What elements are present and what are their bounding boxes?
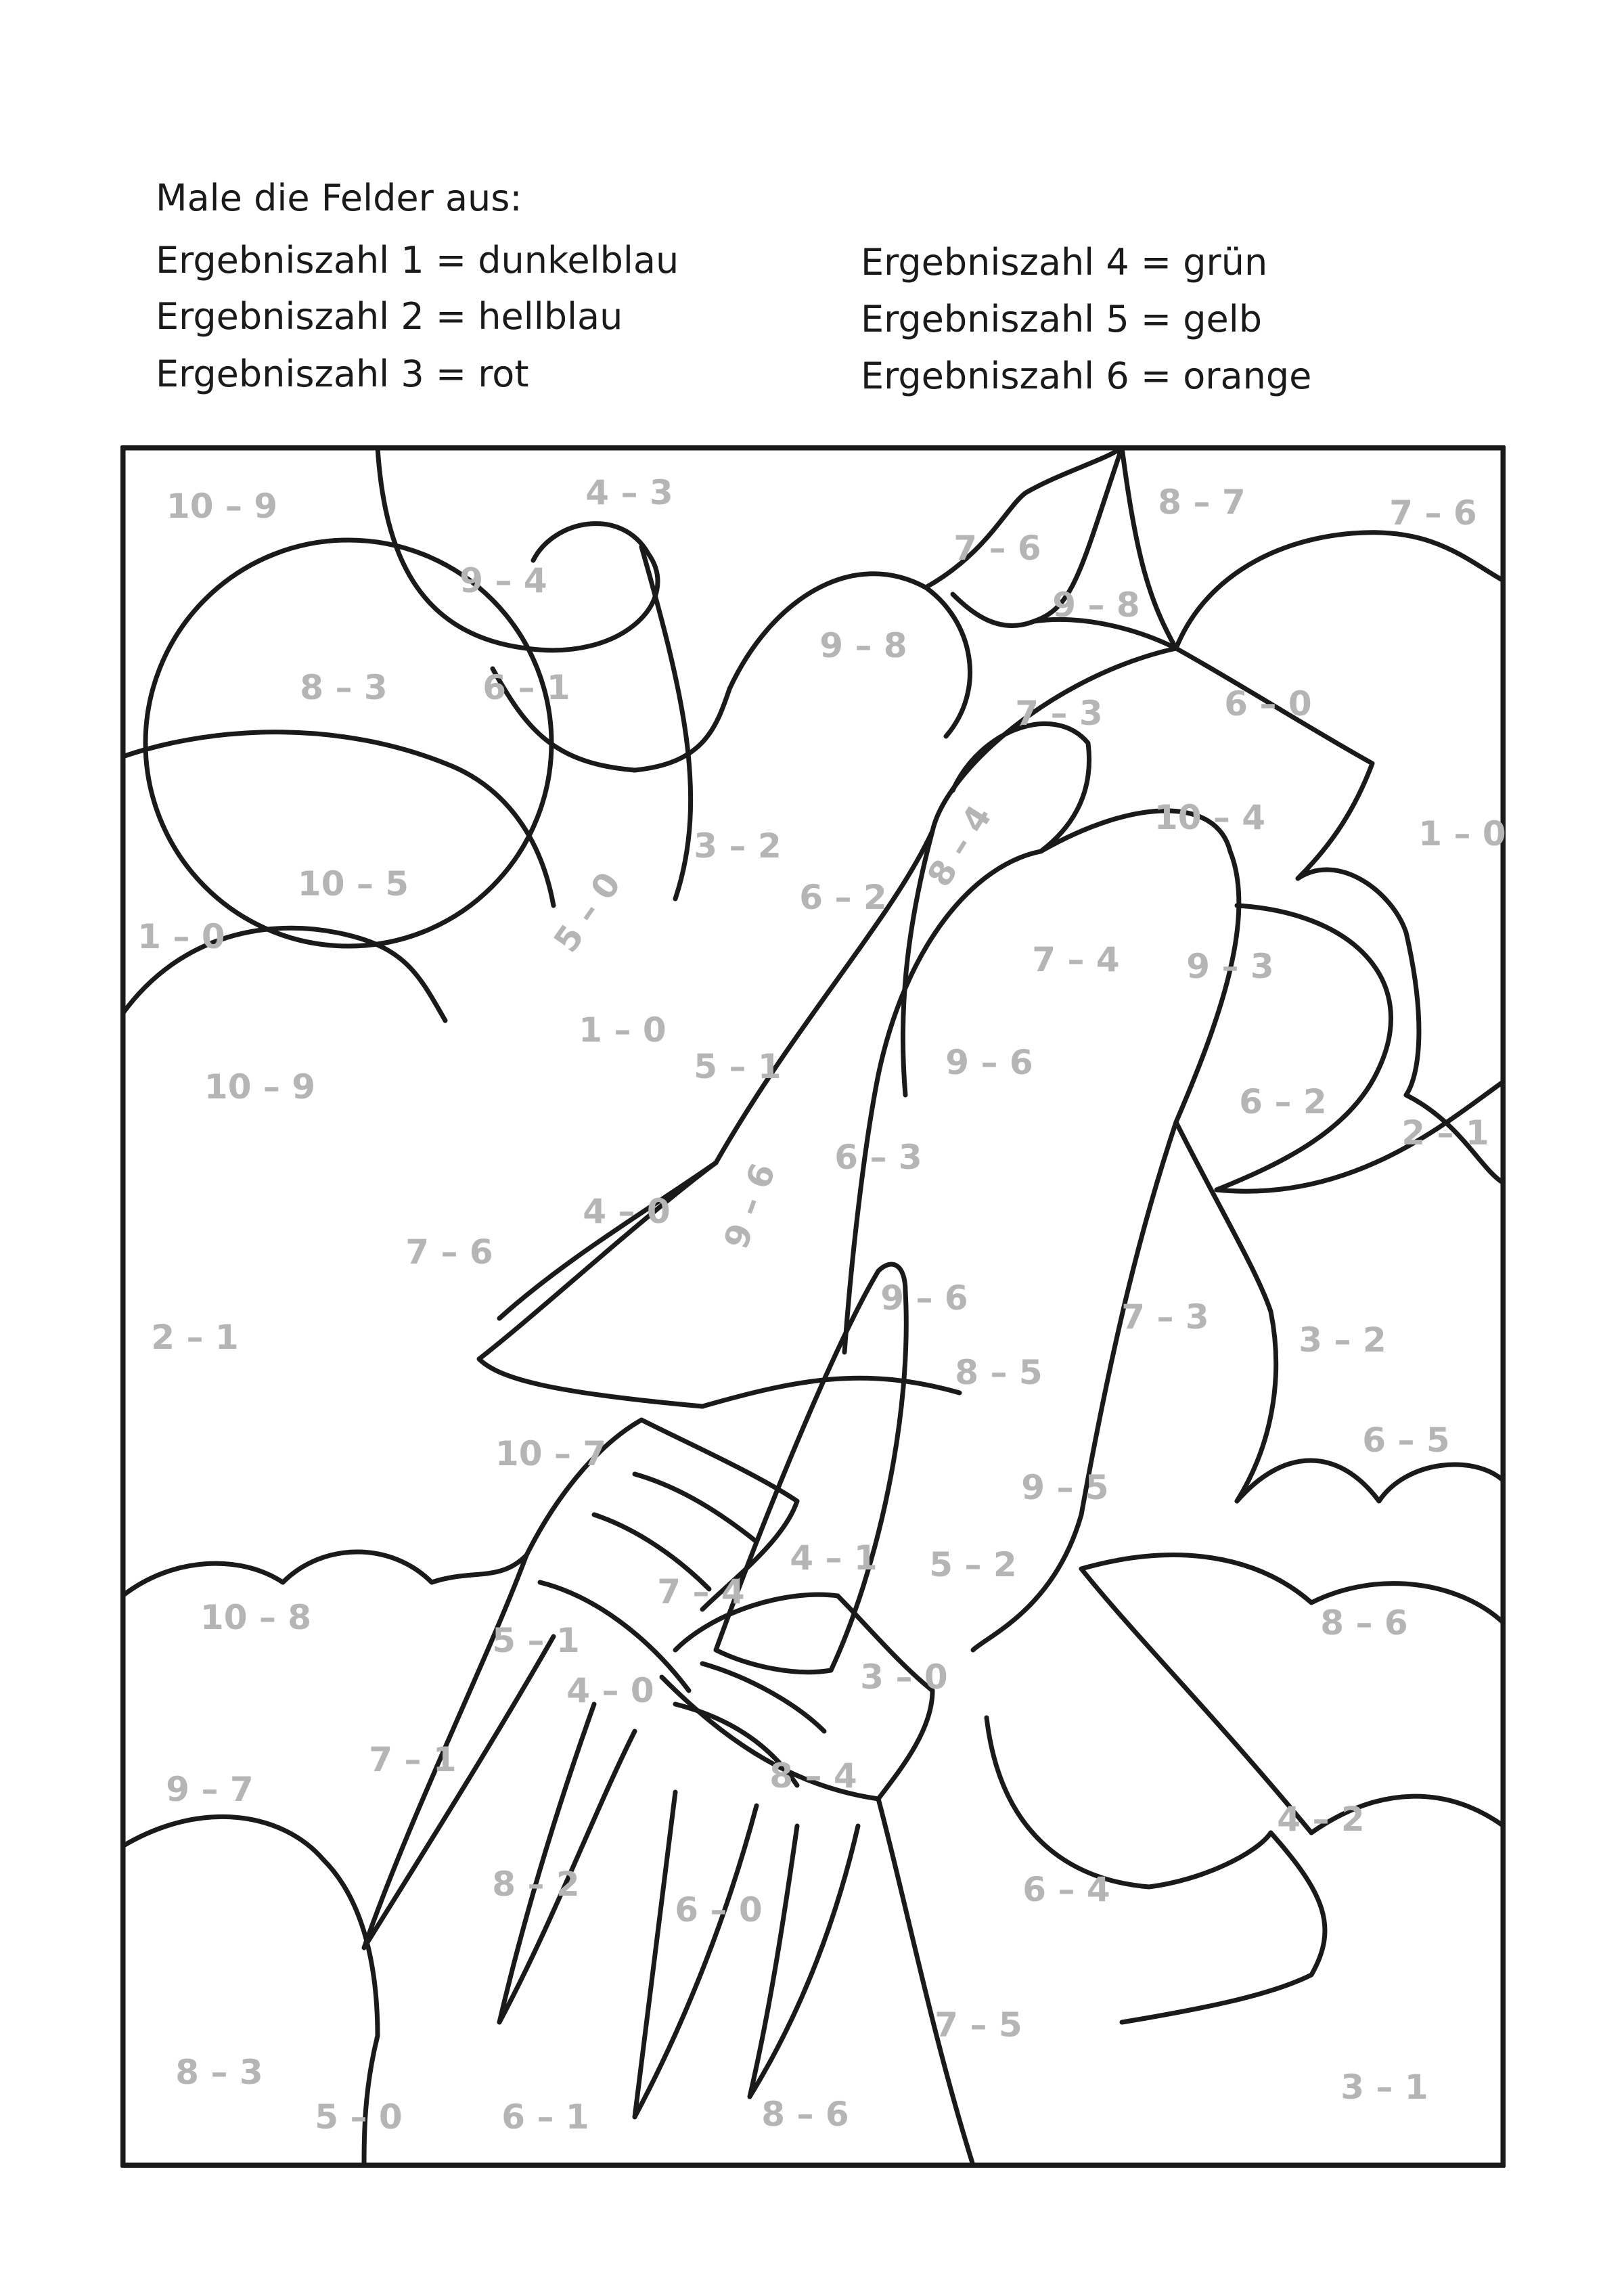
equation-label: 6 – 2 bbox=[799, 878, 887, 917]
equation-label: 10 – 9 bbox=[204, 1067, 316, 1107]
equation-label: 9 – 6 bbox=[880, 1278, 968, 1318]
equation-label: 6 – 1 bbox=[501, 2097, 589, 2137]
equation-label: 8 – 6 bbox=[761, 2095, 849, 2134]
equation-label: 1 – 0 bbox=[579, 1010, 667, 1050]
equation-label: 5 – 0 bbox=[546, 865, 629, 960]
equation-label: 9 – 3 bbox=[1186, 947, 1274, 986]
equation-label: 6 – 2 bbox=[1239, 1082, 1327, 1121]
equation-label: 6 – 4 bbox=[1022, 1870, 1110, 1909]
equation-label: 3 – 2 bbox=[694, 826, 782, 866]
equation-label: 10 – 4 bbox=[1154, 798, 1266, 837]
legend-item-6: Ergebniszahl 6 = orange bbox=[861, 355, 1312, 397]
equation-label: 7 – 6 bbox=[1389, 493, 1477, 533]
equation-label: 8 – 2 bbox=[492, 1865, 580, 1904]
equation-label: 7 – 4 bbox=[1032, 940, 1120, 979]
equation-label: 5 – 0 bbox=[315, 2097, 403, 2137]
equation-label: 9 – 5 bbox=[1021, 1468, 1109, 1507]
equation-label: 9 – 6 bbox=[945, 1043, 1033, 1082]
equation-label: 4 – 2 bbox=[1277, 1800, 1365, 1839]
equation-label: 6 – 3 bbox=[834, 1138, 922, 1177]
legend-item-1: Ergebniszahl 1 = dunkelblau bbox=[156, 239, 679, 282]
coloring-picture bbox=[120, 445, 1506, 2168]
legend-item-5: Ergebniszahl 5 = gelb bbox=[861, 298, 1263, 340]
equation-label: 6 – 5 bbox=[1362, 1421, 1450, 1460]
equation-label: 8 – 5 bbox=[955, 1353, 1043, 1392]
equation-label: 9 – 4 bbox=[459, 561, 547, 600]
legend-item-2: Ergebniszahl 2 = hellblau bbox=[156, 295, 623, 338]
equation-label: 10 – 5 bbox=[297, 864, 409, 904]
equation-label: 8 – 4 bbox=[920, 798, 999, 894]
equation-label: 8 – 3 bbox=[300, 668, 388, 707]
equation-label: 5 – 1 bbox=[694, 1047, 782, 1086]
equation-label: 8 – 4 bbox=[769, 1756, 857, 1796]
equation-label: 8 – 6 bbox=[1320, 1603, 1408, 1643]
equation-label: 10 – 7 bbox=[495, 1434, 607, 1473]
equation-label: 8 – 7 bbox=[1158, 483, 1246, 522]
equation-label: 4 – 1 bbox=[790, 1538, 878, 1578]
equation-label: 2 – 1 bbox=[1401, 1113, 1489, 1153]
equation-label: 9 – 7 bbox=[166, 1770, 254, 1809]
equation-label: 10 – 8 bbox=[200, 1598, 312, 1637]
equation-label: 9 – 8 bbox=[819, 626, 907, 665]
equation-label: 3 – 0 bbox=[860, 1657, 948, 1697]
equation-label: 7 – 4 bbox=[657, 1572, 745, 1611]
legend-item-4: Ergebniszahl 4 = grün bbox=[861, 241, 1268, 284]
equation-label: 10 – 9 bbox=[166, 487, 278, 526]
instructions-heading: Male die Felder aus: bbox=[156, 177, 522, 219]
equation-label: 8 – 3 bbox=[175, 2053, 263, 2092]
equation-label: 3 – 1 bbox=[1340, 2068, 1428, 2107]
equation-label: 4 – 0 bbox=[583, 1192, 671, 1231]
legend-item-3: Ergebniszahl 3 = rot bbox=[156, 353, 529, 395]
equation-label: 4 – 3 bbox=[585, 473, 673, 512]
equation-label: 5 – 2 bbox=[929, 1545, 1017, 1584]
equation-label: 4 – 0 bbox=[566, 1671, 654, 1710]
equation-label: 7 – 3 bbox=[1121, 1297, 1209, 1337]
equation-label: 9 – 8 bbox=[1052, 585, 1140, 625]
equation-label: 5 – 1 bbox=[492, 1621, 580, 1660]
equation-label: 3 – 2 bbox=[1299, 1320, 1386, 1360]
equation-label: 2 – 1 bbox=[151, 1318, 239, 1357]
equation-label: 7 – 1 bbox=[369, 1740, 457, 1779]
equation-label: 6 – 0 bbox=[675, 1890, 763, 1930]
equation-label: 7 – 6 bbox=[405, 1232, 493, 1272]
equation-label: 7 – 6 bbox=[953, 529, 1041, 568]
equation-label: 1 – 0 bbox=[1418, 814, 1506, 853]
equation-label: 9 – 6 bbox=[716, 1158, 784, 1254]
equation-label: 6 – 0 bbox=[1224, 684, 1312, 723]
equation-label: 1 – 0 bbox=[137, 917, 225, 956]
equation-label: 7 – 3 bbox=[1015, 694, 1103, 733]
equation-label: 7 – 5 bbox=[934, 2005, 1022, 2045]
equation-label: 6 – 1 bbox=[482, 668, 570, 707]
